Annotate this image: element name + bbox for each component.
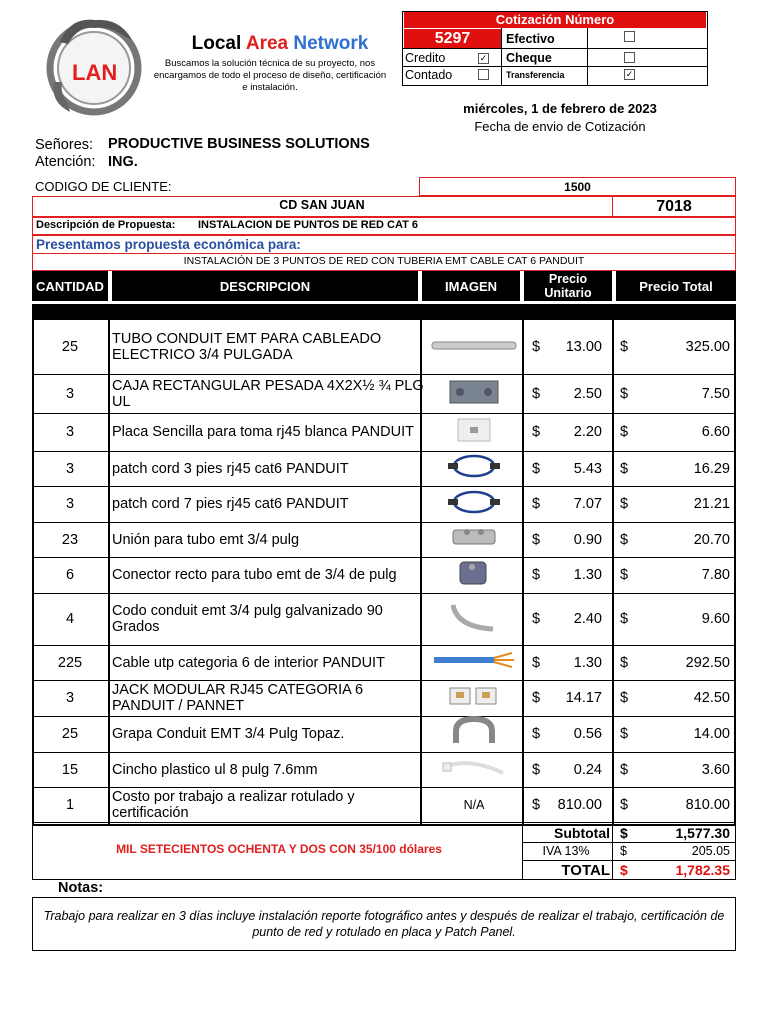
unit-price-value: 14.17 bbox=[565, 690, 602, 706]
cell-unit-price bbox=[526, 451, 608, 486]
elbow-icon bbox=[447, 599, 501, 640]
unit-price-value: 2.20 bbox=[573, 424, 602, 440]
description-text: Grapa Conduit EMT 3/4 Pulg Topaz. bbox=[112, 726, 345, 742]
cheque-checkbox[interactable] bbox=[624, 52, 635, 63]
header-imagen: IMAGEN bbox=[422, 271, 520, 301]
header-precio-total: Precio Total bbox=[616, 271, 736, 301]
cell-description bbox=[112, 374, 424, 413]
patch-cord-icon bbox=[444, 452, 504, 485]
image-na-text: N/A bbox=[463, 797, 485, 812]
header-descripcion: DESCRIPCION bbox=[112, 271, 418, 301]
currency-symbol: $ bbox=[532, 611, 541, 627]
currency-symbol: $ bbox=[532, 385, 541, 402]
currency-symbol: $ bbox=[532, 654, 541, 671]
cell-description bbox=[112, 486, 424, 522]
table-row bbox=[32, 374, 736, 414]
propuesta-value: INSTALACION DE PUNTOS DE RED CAT 6 bbox=[198, 219, 419, 231]
cell-image bbox=[426, 645, 522, 680]
strap-icon bbox=[448, 715, 500, 754]
cell-total-price bbox=[614, 413, 736, 451]
cell-image bbox=[426, 593, 522, 645]
cell-description bbox=[112, 787, 424, 822]
total-label: TOTAL bbox=[561, 862, 610, 879]
total-price-value: 7.50 bbox=[701, 385, 730, 402]
senores-label: Señores: bbox=[35, 137, 94, 153]
table-row bbox=[32, 680, 736, 717]
cell-total-price bbox=[614, 680, 736, 716]
atencion-label: Atención: bbox=[35, 154, 96, 170]
cell-unit-price bbox=[526, 413, 608, 451]
unit-price-value: 810.00 bbox=[557, 796, 602, 813]
currency-symbol: $ bbox=[532, 339, 541, 355]
cell-description bbox=[112, 645, 424, 680]
header-precio-unitario: Precio Unitario bbox=[524, 271, 612, 301]
currency-symbol: $ bbox=[620, 726, 629, 742]
cell-image bbox=[426, 752, 522, 787]
client-name: PRODUCTIVE BUSINESS SOLUTIONS bbox=[108, 136, 370, 152]
presentamos-text: Presentamos propuesta económica para: bbox=[36, 237, 301, 252]
table-row bbox=[32, 486, 736, 523]
cable-tie-icon bbox=[439, 753, 509, 786]
cell-description bbox=[112, 557, 424, 593]
cell-total-price bbox=[614, 557, 736, 593]
table-row bbox=[32, 320, 736, 375]
codigo-cliente-label: CODIGO DE CLIENTE: bbox=[35, 179, 172, 194]
iva-value: 205.05 bbox=[691, 844, 730, 858]
description-text: Unión para tubo emt 3/4 pulg bbox=[112, 531, 300, 548]
cell-total-price bbox=[614, 752, 736, 787]
cell-image bbox=[426, 486, 522, 522]
total-price-value: 292.50 bbox=[685, 654, 730, 671]
cell-quantity: 3 bbox=[65, 385, 75, 402]
propuesta-label: Descripción de Propuesta: bbox=[36, 219, 176, 231]
cell-unit-price bbox=[526, 320, 608, 374]
cell-description bbox=[112, 320, 424, 374]
keystone-jack-icon bbox=[446, 682, 502, 715]
description-text: CAJA RECTANGULAR PESADA 4X2X½ ¾ PLG UL bbox=[112, 377, 424, 410]
junction-box-icon bbox=[444, 376, 504, 411]
cell-unit-price bbox=[526, 593, 608, 645]
option-contado-label: Contado bbox=[405, 68, 453, 82]
total-price-value: 325.00 bbox=[685, 339, 730, 355]
transferencia-checkbox[interactable]: ✓ bbox=[625, 69, 634, 79]
credito-checkbox[interactable]: ✓ bbox=[479, 53, 488, 63]
cell-quantity: 6 bbox=[65, 567, 75, 583]
cell-unit-price bbox=[526, 752, 608, 787]
unit-price-value: 13.00 bbox=[565, 339, 602, 355]
cell-description bbox=[112, 413, 424, 451]
notes-label: Notas: bbox=[58, 880, 104, 896]
description-text: Cincho plastico ul 8 pulg 7.6mm bbox=[112, 761, 318, 778]
quote-title: Cotización Número bbox=[404, 12, 706, 28]
total-price-value: 14.00 bbox=[693, 726, 730, 742]
currency-symbol: $ bbox=[532, 761, 541, 778]
quote-number: 5297 bbox=[404, 29, 501, 49]
description-text: Costo por trabajo a realizar rotulado y certificación bbox=[112, 788, 355, 821]
cell-unit-price bbox=[526, 557, 608, 593]
currency-symbol: $ bbox=[620, 690, 629, 706]
cell-image bbox=[426, 320, 522, 374]
currency-symbol: $ bbox=[620, 567, 629, 583]
total-value: 1,782.35 bbox=[675, 862, 730, 878]
table-row bbox=[32, 645, 736, 681]
cell-total-price bbox=[614, 593, 736, 645]
cell-description bbox=[112, 593, 424, 645]
total-in-words: MIL SETECIENTOS OCHENTA Y DOS CON 35/100 dólares bbox=[116, 842, 442, 856]
description-text: Codo conduit emt 3/4 pulg galvanizado 90 Grados bbox=[112, 603, 383, 635]
contado-checkbox[interactable] bbox=[478, 69, 489, 80]
description-text: JACK MODULAR RJ45 CATEGORIA 6 PANDUIT / PANNET bbox=[112, 682, 364, 714]
currency-symbol: $ bbox=[620, 385, 629, 402]
currency-symbol: $ bbox=[620, 460, 629, 477]
currency-symbol: $ bbox=[532, 496, 541, 512]
cell-unit-price bbox=[526, 645, 608, 680]
cell-total-price bbox=[614, 320, 736, 374]
patch-cord-icon bbox=[444, 488, 504, 521]
description-text: Conector recto para tubo emt de 3/4 de pulg bbox=[112, 567, 397, 583]
cell-quantity: 4 bbox=[65, 611, 75, 627]
currency-symbol: $ bbox=[532, 424, 541, 440]
option-efectivo-label: Efectivo bbox=[506, 32, 555, 46]
option-cheque-label: Cheque bbox=[506, 51, 552, 65]
header-spacer-bar bbox=[32, 304, 736, 320]
conduit-tube-icon bbox=[430, 333, 518, 362]
option-credito-label: Credito bbox=[405, 51, 446, 65]
currency-symbol: $ bbox=[532, 690, 541, 706]
cell-unit-price bbox=[526, 787, 608, 822]
cell-description bbox=[112, 451, 424, 486]
unit-price-value: 0.90 bbox=[573, 531, 602, 548]
unit-price-value: 5.43 bbox=[573, 460, 602, 477]
cell-image bbox=[426, 413, 522, 451]
description-text: TUBO CONDUIT EMT PARA CABLEADO ELECTRICO 3/4 PULGADA bbox=[112, 331, 382, 363]
cell-description bbox=[112, 680, 424, 716]
currency-symbol: $ bbox=[620, 496, 629, 512]
total-price-value: 7.80 bbox=[701, 567, 730, 583]
cell-unit-price bbox=[526, 716, 608, 752]
cell-total-price bbox=[614, 451, 736, 486]
iva-label: IVA 13% bbox=[542, 844, 590, 858]
logo-letters: LAN bbox=[72, 60, 118, 85]
unit-price-value: 1.30 bbox=[573, 567, 602, 583]
currency-symbol: $ bbox=[620, 611, 629, 627]
total-price-value: 16.29 bbox=[693, 460, 730, 477]
unit-price-value: 7.07 bbox=[573, 496, 602, 512]
currency-symbol: $ bbox=[620, 796, 629, 813]
subtotal-currency: $ bbox=[620, 825, 628, 841]
option-transferencia-label: Transferencia bbox=[506, 70, 565, 80]
cell-image bbox=[426, 557, 522, 593]
total-currency: $ bbox=[620, 862, 628, 878]
cell-unit-price bbox=[526, 522, 608, 557]
cell-unit-price bbox=[526, 486, 608, 522]
currency-symbol: $ bbox=[532, 567, 541, 583]
description-text: patch cord 7 pies rj45 cat6 PANDUIT bbox=[112, 496, 349, 512]
cell-quantity: 3 bbox=[65, 690, 75, 706]
coupling-icon bbox=[447, 524, 501, 555]
cell-quantity: 225 bbox=[57, 654, 83, 671]
description-text: patch cord 3 pies rj45 cat6 PANDUIT bbox=[112, 460, 349, 477]
total-price-value: 3.60 bbox=[701, 761, 730, 778]
cell-total-price bbox=[614, 787, 736, 822]
cell-description bbox=[112, 522, 424, 557]
cell-quantity: 1 bbox=[65, 796, 75, 813]
site-code: 7018 bbox=[656, 198, 692, 215]
table-row bbox=[32, 752, 736, 788]
cell-unit-price bbox=[526, 680, 608, 716]
cell-image bbox=[426, 716, 522, 752]
cell-image bbox=[426, 374, 522, 413]
cell-quantity: 15 bbox=[61, 761, 79, 778]
cell-total-price bbox=[614, 716, 736, 752]
table-row bbox=[32, 451, 736, 487]
atencion-value: ING. bbox=[108, 154, 138, 170]
currency-symbol: $ bbox=[620, 424, 629, 440]
cell-total-price bbox=[614, 522, 736, 557]
table-row bbox=[32, 716, 736, 753]
cell-unit-price bbox=[526, 374, 608, 413]
wall-plate-icon bbox=[454, 417, 494, 448]
brand-word-area: Area bbox=[245, 33, 289, 54]
currency-symbol: $ bbox=[620, 339, 629, 355]
cell-image bbox=[426, 451, 522, 486]
subtotal-value: 1,577.30 bbox=[675, 825, 730, 841]
codigo-cliente-value: 1500 bbox=[564, 180, 591, 194]
brand-word-local: Local bbox=[191, 33, 242, 54]
cell-image bbox=[426, 787, 522, 822]
total-price-value: 6.60 bbox=[701, 424, 730, 440]
total-price-value: 42.50 bbox=[693, 690, 730, 706]
site-name: CD SAN JUAN bbox=[279, 198, 365, 212]
cell-total-price bbox=[614, 486, 736, 522]
table-row bbox=[32, 522, 736, 558]
brand-tagline: Buscamos la solución técnica de su proyecto, nos encargamos de todo el proceso de diseño, certificación e instalación. bbox=[153, 58, 387, 93]
currency-symbol: $ bbox=[620, 531, 629, 548]
currency-symbol: $ bbox=[620, 761, 629, 778]
total-price-value: 9.60 bbox=[701, 611, 730, 627]
currency-symbol: $ bbox=[532, 531, 541, 548]
utp-cable-icon bbox=[432, 649, 516, 676]
currency-symbol: $ bbox=[620, 654, 629, 671]
cell-quantity: 3 bbox=[65, 460, 75, 477]
quote-date-label: Fecha de envio de Cotización bbox=[474, 119, 646, 134]
unit-price-value: 0.56 bbox=[573, 726, 602, 742]
efectivo-checkbox[interactable] bbox=[624, 31, 635, 42]
subtotal-label: Subtotal bbox=[554, 825, 610, 841]
cell-quantity: 25 bbox=[61, 726, 79, 742]
cell-image bbox=[426, 680, 522, 716]
unit-price-value: 2.40 bbox=[573, 611, 602, 627]
currency-symbol: $ bbox=[532, 796, 541, 813]
cell-quantity: 25 bbox=[61, 339, 79, 355]
iva-currency: $ bbox=[620, 844, 627, 858]
cell-quantity: 23 bbox=[61, 531, 79, 548]
quote-date: miércoles, 1 de febrero de 2023 bbox=[463, 101, 657, 116]
cell-description bbox=[112, 716, 424, 752]
brand-name bbox=[160, 33, 400, 55]
total-price-value: 20.70 bbox=[693, 531, 730, 548]
cell-quantity: 3 bbox=[65, 424, 75, 440]
company-logo bbox=[40, 12, 148, 120]
connector-icon bbox=[452, 559, 496, 592]
cell-image bbox=[426, 522, 522, 557]
header-cantidad: CANTIDAD bbox=[32, 271, 108, 301]
table-row bbox=[32, 593, 736, 646]
total-price-value: 810.00 bbox=[685, 796, 730, 813]
unit-price-value: 1.30 bbox=[573, 654, 602, 671]
cell-description bbox=[112, 752, 424, 787]
description-text: Placa Sencilla para toma rj45 blanca PANDUIT bbox=[112, 424, 414, 440]
brand-word-network: Network bbox=[293, 33, 369, 54]
notes-text: Trabajo para realizar en 3 días incluye instalación reporte fotográfico antes y después de realizar el trabajo, certificación de punto de red y rotulado en placa y Patch Panel. bbox=[32, 897, 736, 951]
unit-price-value: 2.50 bbox=[573, 385, 602, 402]
description-text: Cable utp categoria 6 de interior PANDUIT bbox=[112, 654, 385, 671]
currency-symbol: $ bbox=[532, 460, 541, 477]
cell-total-price bbox=[614, 374, 736, 413]
table-row bbox=[32, 557, 736, 594]
cell-total-price bbox=[614, 645, 736, 680]
table-row bbox=[32, 413, 736, 452]
currency-symbol: $ bbox=[532, 726, 541, 742]
table-row bbox=[32, 787, 736, 823]
proposal-detail: INSTALACIÓN DE 3 PUNTOS DE RED CON TUBERIA EMT CABLE CAT 6 PANDUIT bbox=[183, 255, 585, 267]
cell-quantity: 3 bbox=[65, 496, 75, 512]
total-price-value: 21.21 bbox=[693, 496, 730, 512]
unit-price-value: 0.24 bbox=[573, 761, 602, 778]
